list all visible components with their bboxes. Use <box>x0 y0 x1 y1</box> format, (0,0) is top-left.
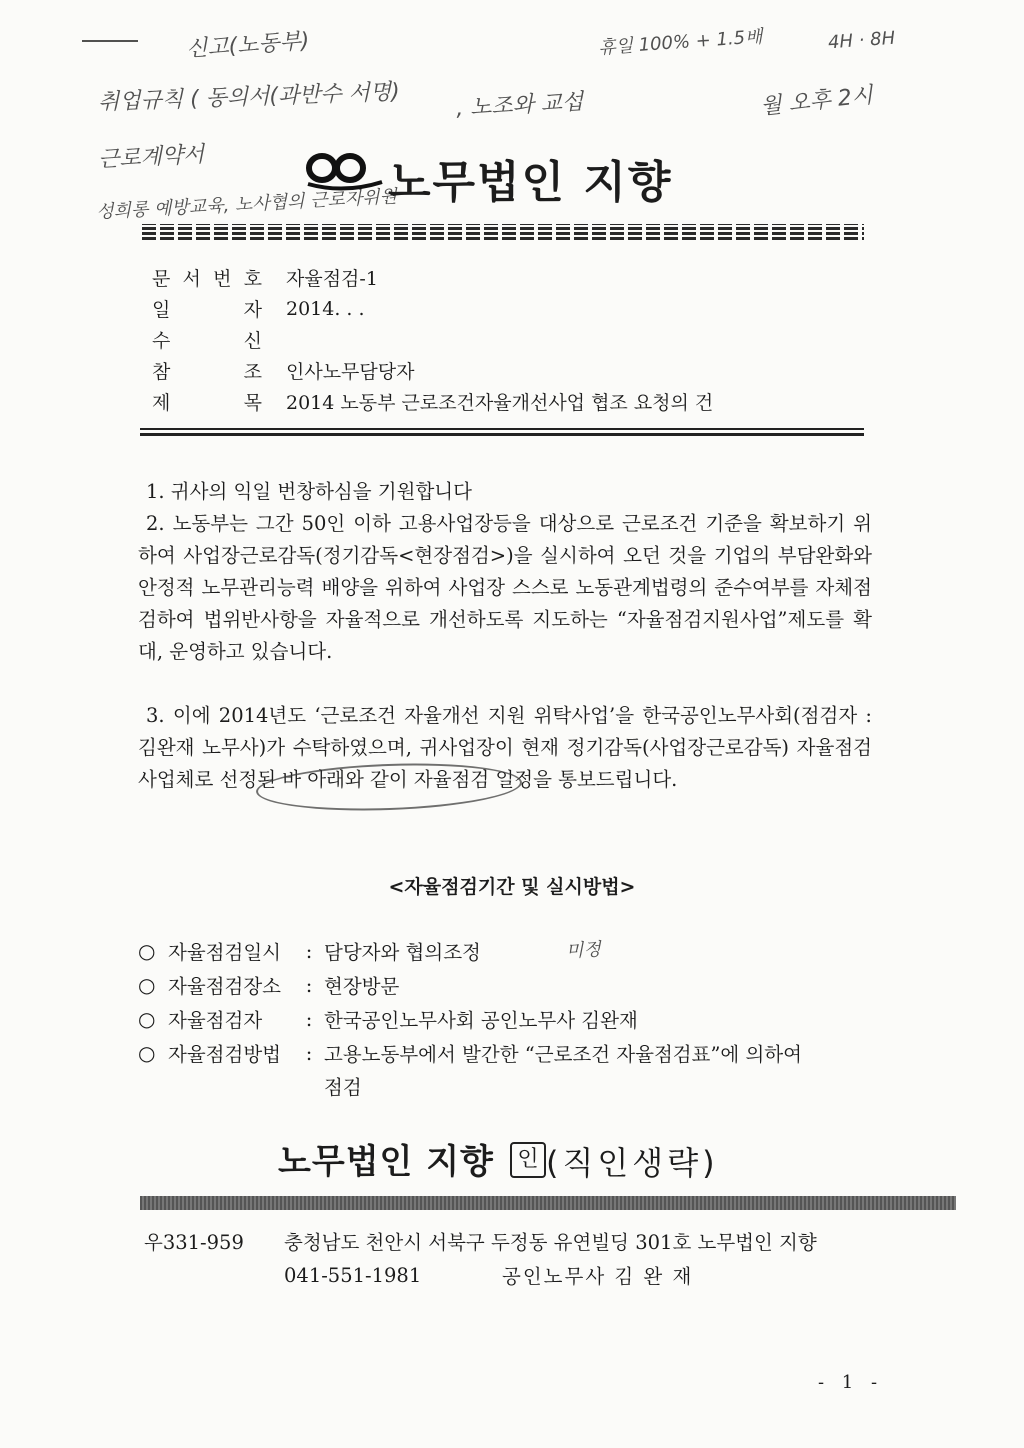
list-item <box>138 1036 802 1070</box>
handwritten-note: 미정 <box>565 939 602 962</box>
meta-row-recipient <box>152 324 713 355</box>
handwritten-note: 성희롱 예방교육, 노사협의 근로자위원 <box>95 186 398 223</box>
meta-key: 참 조 <box>152 361 262 383</box>
item-label: 자율점검일시 <box>168 941 282 964</box>
handwritten-note: 휴일 100% + 1.5배 <box>597 26 764 59</box>
colon: : <box>305 939 313 963</box>
handwritten-dash <box>82 40 138 42</box>
footer-band <box>140 1196 956 1210</box>
handwritten-note: 취업규칙 ( 동의서(과반수 서명) <box>97 79 401 116</box>
handwritten-note: , 노조와 교섭 <box>455 89 584 122</box>
item-value: 고용노동부에서 발간한 “근로조건 자율점검표”에 의하여 <box>324 1043 802 1066</box>
address: 충청남도 천안시 서북구 두정동 유연빌딩 301호 노무법인 지향 <box>284 1231 817 1254</box>
representative: 공인노무사 김 완 재 <box>502 1265 694 1288</box>
meta-key: 일 자 <box>152 299 262 321</box>
meta-row-date <box>152 293 713 324</box>
meta-row-subject <box>152 386 713 417</box>
item-value-continuation: 점검 <box>324 1076 362 1099</box>
colon: : <box>305 973 313 997</box>
item-label: 자율점검장소 <box>168 975 282 998</box>
item-value: 담당자와 협의조정 <box>324 941 481 964</box>
item-label: 자율점검자 <box>168 1009 263 1032</box>
letter-body <box>138 476 872 796</box>
colon: : <box>305 1007 313 1031</box>
circle-bullet-icon: ○ <box>138 939 156 963</box>
circle-bullet-icon: ○ <box>138 1007 156 1031</box>
item-label: 자율점검방법 <box>168 1043 282 1066</box>
handwritten-note: 근로계약서 <box>97 142 205 173</box>
firm-title: 노무법인 지향 <box>388 157 673 208</box>
footer-firm-name: 노무법인 지향 <box>278 1142 494 1182</box>
zip-code: 우331-959 <box>144 1231 244 1254</box>
colon: : <box>305 1041 313 1065</box>
circle-bullet-icon: ○ <box>138 1041 156 1065</box>
meta-value: 2014. . . <box>286 297 365 320</box>
phone-row <box>144 1258 817 1292</box>
document-meta <box>152 262 713 417</box>
section-heading: <자율점검기간 및 실시방법> <box>388 876 636 898</box>
meta-row-doc-number <box>152 262 713 293</box>
firm-logo <box>302 148 386 192</box>
handwritten-note: 신고(노동부) <box>185 28 311 63</box>
handwritten-note: 4H · 8H <box>827 27 896 54</box>
meta-key: 수 신 <box>152 330 262 352</box>
handwritten-note: 월 오후 2시 <box>759 83 875 120</box>
footer-contact <box>144 1224 817 1292</box>
address-row <box>144 1224 817 1258</box>
list-item <box>138 934 802 968</box>
meta-row-reference <box>152 355 713 386</box>
meta-key: 제 목 <box>152 392 262 414</box>
meta-key: 문 서 번 호 <box>152 268 262 290</box>
meta-value: 2014 노동부 근로조건자율개선사업 협조 요청의 건 <box>286 392 714 414</box>
circle-bullet-icon: ○ <box>138 973 156 997</box>
meta-value: 자율점검-1 <box>286 268 378 290</box>
list-item <box>138 968 802 1002</box>
meta-value: 인사노무담당자 <box>286 361 415 383</box>
list-item <box>138 1002 802 1036</box>
paragraph-2: 2. 노동부는 그간 50인 이하 고용사업장등을 대상으로 근로조건 기준을 확보하기 위하여 사업장근로감독(정기감독<현장점검>)을 실시하여 오던 것을 기업의 부담완화와 안정적 노무관리능력 배양을 위하여 사업장 스스로 노동관계법령의 준수여부를 자체점검하여 법위반사항을 자율적으로 개선하도록 지도하는 “자율점검지원사업”제도를 확대, 운영하고 있습니다. <box>138 512 872 663</box>
page-number: - 1 - <box>818 1372 884 1393</box>
decorative-pattern-bar <box>142 224 864 240</box>
inspection-methods-list <box>138 934 802 1070</box>
item-value: 현장방문 <box>324 975 400 998</box>
seal-omitted-note: (직인생략) <box>546 1144 719 1182</box>
phone-number: 041-551-1981 <box>284 1263 422 1287</box>
paragraph-1: 1. 귀사의 익일 번창하심을 기원합니다 <box>146 480 472 503</box>
paragraph-3: 3. 이에 2014년도 ‘근로조건 자율개선 지원 위탁사업’을 한국공인노무사회(점검자 : 김완재 노무사)가 수탁하였으며, 귀사업장이 현재 정기감독(사업장근로감독) 자율점검 사업체로 선정된 바 아래와 같이 자율점검 일정을 통보드립니다. <box>138 704 872 791</box>
divider-double-rule <box>140 428 864 436</box>
seal-icon: 인 <box>510 1142 546 1178</box>
item-value: 한국공인노무사회 공인노무사 김완재 <box>324 1009 638 1032</box>
